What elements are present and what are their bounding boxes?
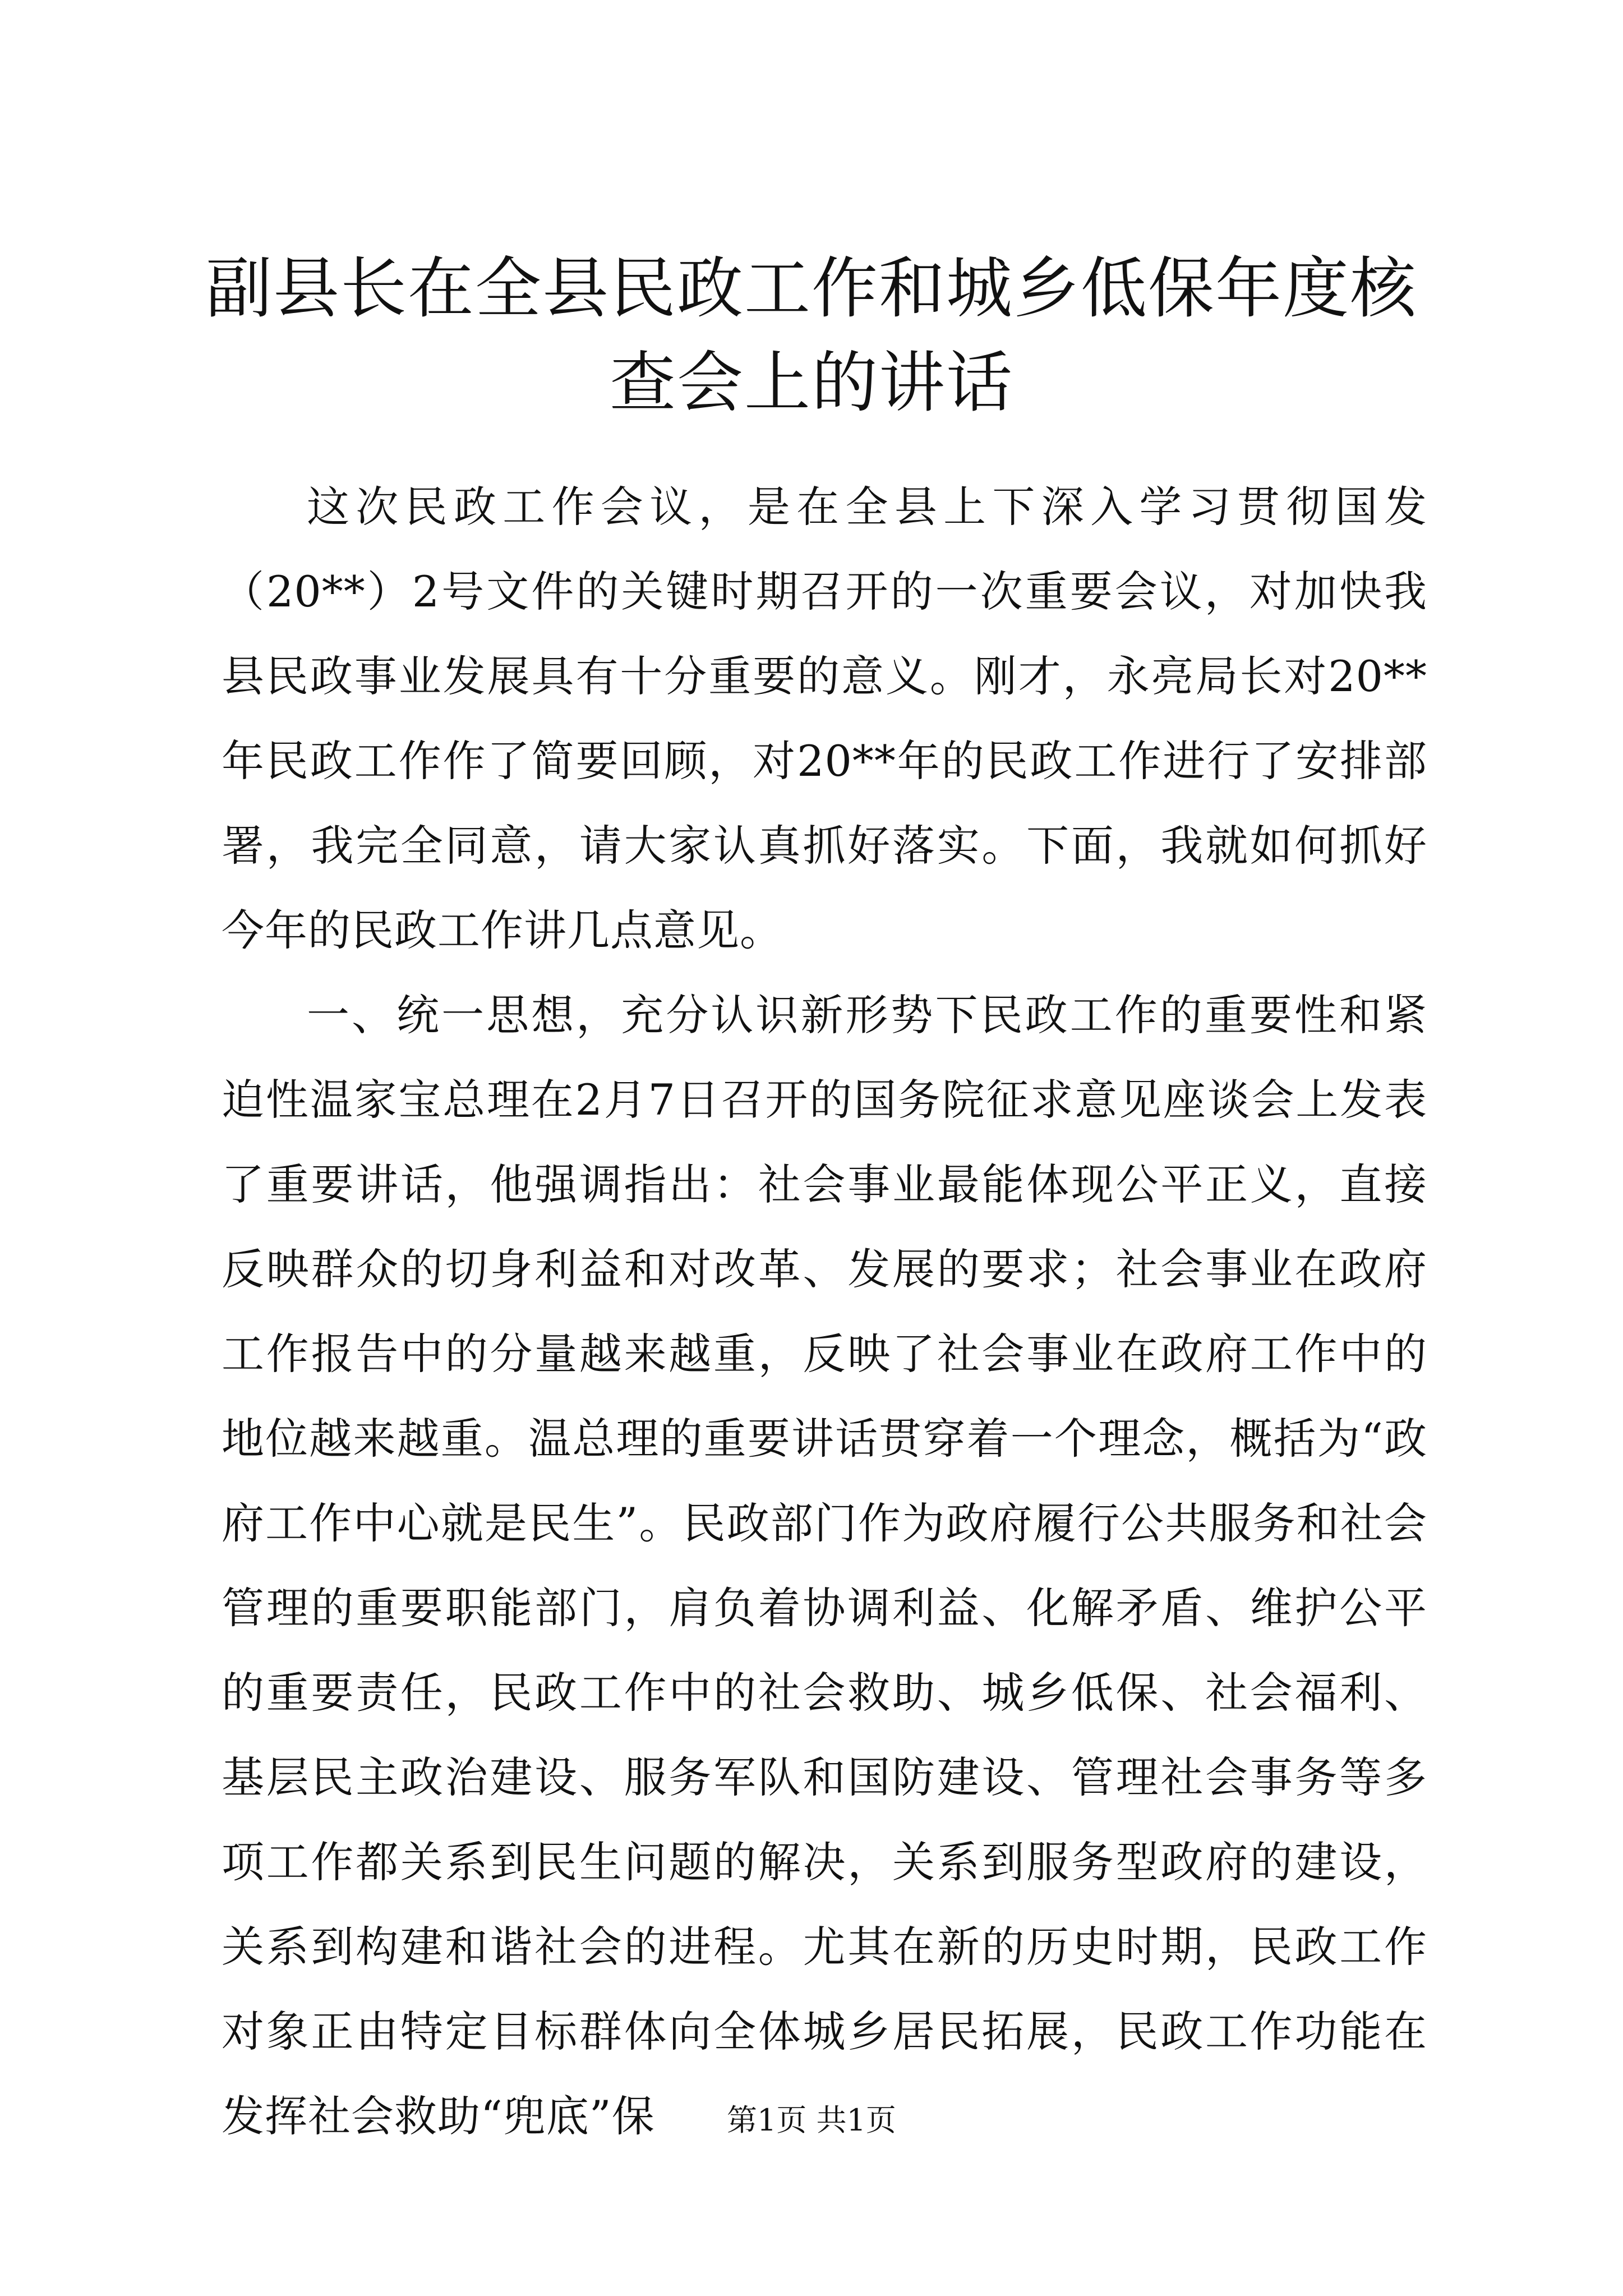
paragraph-intro: 这次民政工作会议，是在全县上下深入学习贯彻国发（20**）2号文件的关键时期召开的一次重要会议，对加快我县民政事业发展具有十分重要的意义。刚才，永亮局长对20**年民政工作作了简要回顾，对20**年的民政工作进行了安排部署，我完全同意，请大家认真抓好落实。下面，我就如何抓好今年的民政工作讲几点意见。 <box>222 482 1427 955</box>
document-title: 副县长在全县民政工作和城乡低保年度核查会上的讲话 <box>205 250 1417 421</box>
page-footer: 第1页 共1页 <box>727 2102 896 2138</box>
paragraph-section-one: 一、统一思想，充分认识新形势下民政工作的重要性和紧迫性温家宝总理在2月7日召开的国务院征求意见座谈会上发表了重要讲话，他强调指出：社会事业最能体现公平正义，直接反映群众的切身利益和对改革、发展的要求；社会事业在政府工作报告中的分量越来越重，反映了社会事业在政府工作中的地位越来越重。温总理的重要讲话贯穿着一个理念，概括为“政府工作中心就是民生”。民政部门作为政府履行公共服务和社会管理的重要职能部门，肩负着协调利益、化解矛盾、维护公平的重要责任，民政工作中的社会救助、城乡低保、社会福利、基层民主政治建设、服务军队和国防建设、管理社会事务等多项工作都关系到民生问题的解决，关系到服务型政府的建设，关系到构建和谐社会的进程。尤其在新的历史时期，民政工作对象正由特定目标群体向全体城乡居民拓展，民政工作功能在发挥社会救助“兜底”保 <box>222 990 1427 2141</box>
document-body <box>222 464 1427 2159</box>
